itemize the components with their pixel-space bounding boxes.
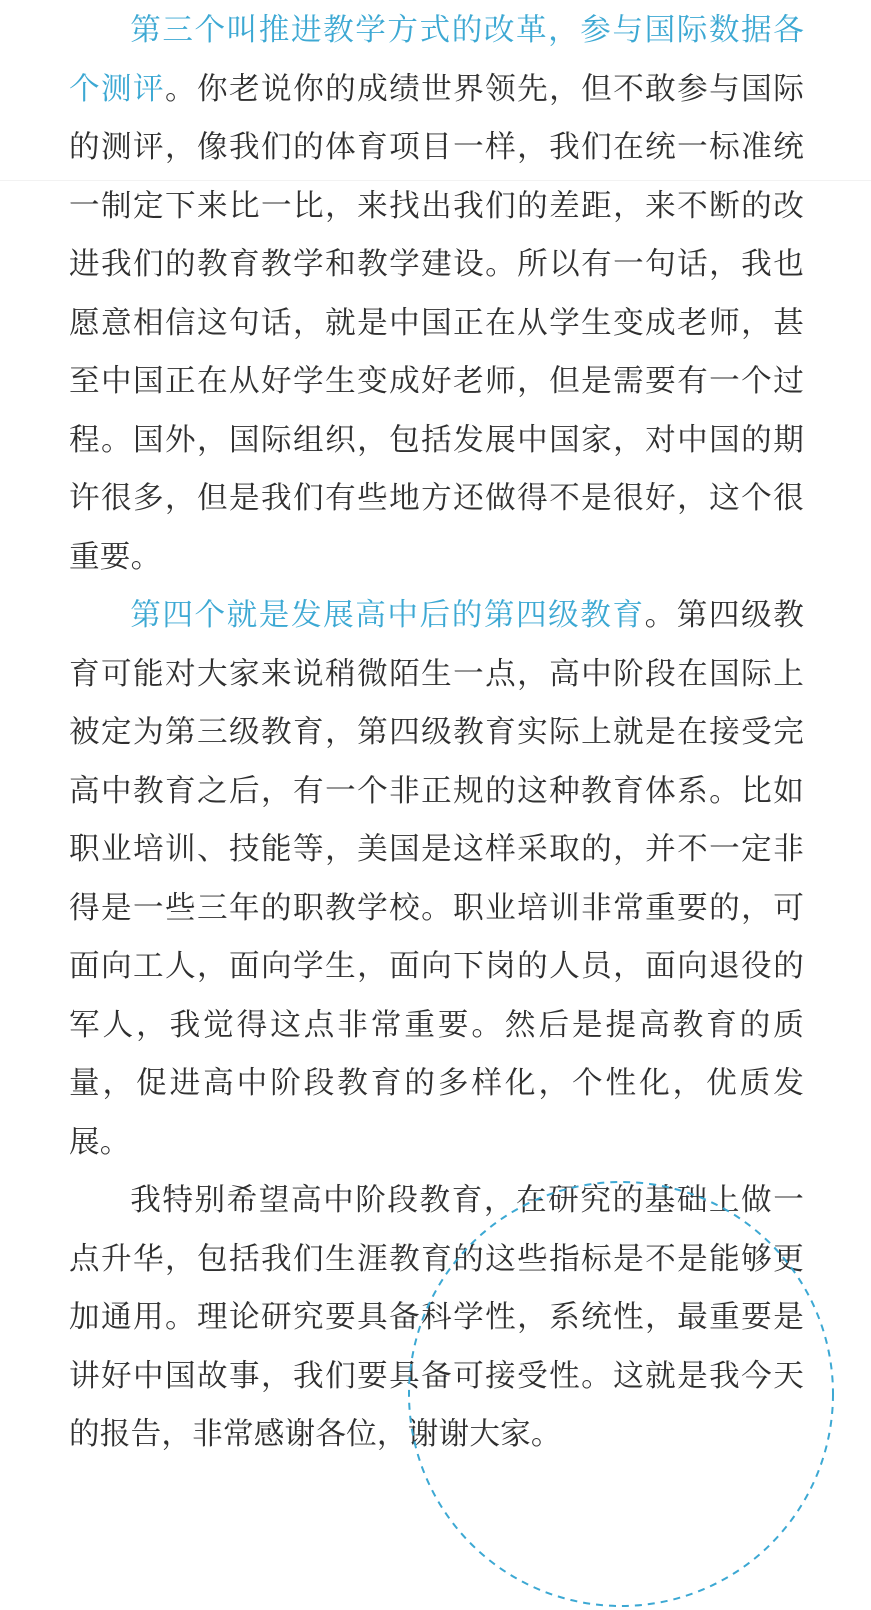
paragraph-text: 。第四级教育可能对大家来说稍微陌生一点，高中阶段在国际上被定为第三级教育，第四级教育实际上就是在接受完高中教育之后，有一个非正规的这种教育体系。比如职业培训、技能等，美国是这样采取的，并不一定非得是一些三年的职教学校。职业培训非常重要的，可面向工人，面向学生，面向下岗的人员，面向退役的军人，我觉得这点非常重要。然后是提高教育的质量，促进高中阶段教育的多样化，个性化，优质发展。 [69, 598, 805, 1160]
paragraph-text: 。你老说你的成绩世界领先，但不敢参与国际的测评，像我们的体育项目一样，我们在统一标准统一制定下来比一比，来找出我们的差距，来不断的改进我们的教育教学和教学建设。所以有一句话，我也愿意相信这句话，就是中国正在从学生变成老师，甚至中国正在从好学生变成好老师，但是需要有一个过程。国外，国际组织，包括发展中国家，对中国的期许很多，但是我们有些地方还做得不是很好，这个很重要。 [69, 71, 804, 575]
paragraph-3 [69, 2, 804, 587]
paragraph-4 [69, 587, 804, 1172]
paragraph-closing [69, 1172, 804, 1465]
paragraph-text: 我特别希望高中阶段教育，在研究的基础上做一点升华，包括我们生涯教育的这些指标是不是能够更加通用。理论研究要具备科学性，系统性，最重要是讲好中国故事，我们要具备可接受性。这就是我今天的报告，非常感谢各位，谢谢大家。 [69, 1183, 804, 1452]
highlight-heading-3: 第三个叫推进教学方式的改革，参与国际数据各个测评 [69, 13, 804, 107]
article-body [69, 2, 804, 1465]
highlight-heading-4: 第四个就是发展高中后的第四级教育 [130, 598, 645, 633]
